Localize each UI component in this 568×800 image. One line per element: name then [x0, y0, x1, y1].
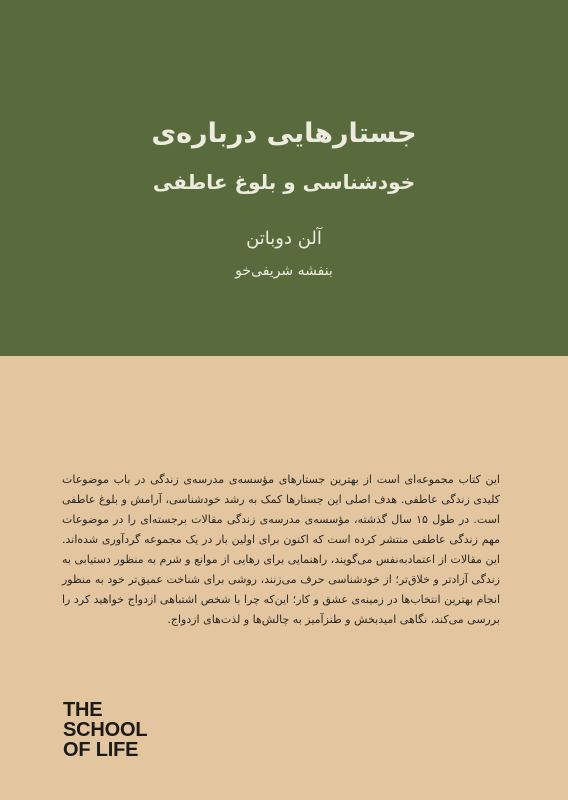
translator-name: بنفشه شریفی‌خو: [235, 263, 333, 279]
book-title: جستارهایی درباره‌ی: [151, 118, 417, 149]
publisher-logo: [63, 700, 147, 760]
logo-line-2: SCHOOL: [63, 719, 148, 741]
back-cover-blurb: این کتاب مجموعه‌ای است از بهترین جستارهای مؤسسه‌ی مدرسه‌ی زندگی در باب موضوعات کلیدی زندگی عاطفی. هدف اصلی این جستارها کمک به رشد خودشناسی، آرامش و بلوغ عاطفی است. در طول ۱۵ سال گذشته، مؤسسه‌ی مدرسه‌ی زندگی مقالات برجسته‌ای را در موضوعات مهم زندگی عاطفی منتشر کرده است که اکنون برای اولین بار در یک مجموعه گردآوری شده‌اند. این مقالات از اعتمادبه‌نفس می‌گویند، راهنمایی برای رهایی از موانع و شرم به منظور دستیابی به زندگی آزادتر و خلاق‌تر؛ از خودشناسی حرف می‌زنند، روشی برای شناخت عمیق‌تر خود به منظور انجام بهترین انتخاب‌ها در زمینه‌ی عشق و کار؛ این‌که چرا با شخص اشتباهی ازدواج خواهید کرد را بررسی می‌کند، نگاهی امیدبخش و طنزآمیز به چالش‌ها و لذت‌های ازدواج.: [62, 473, 500, 626]
logo-line-1: THE: [63, 699, 103, 721]
author-name: آلن دوباتن: [246, 228, 322, 249]
logo-line-3: OF LIFE: [63, 739, 139, 761]
cover-top-band: [0, 0, 568, 356]
book-subtitle: خودشناسی و بلوغ عاطفی: [152, 170, 416, 194]
